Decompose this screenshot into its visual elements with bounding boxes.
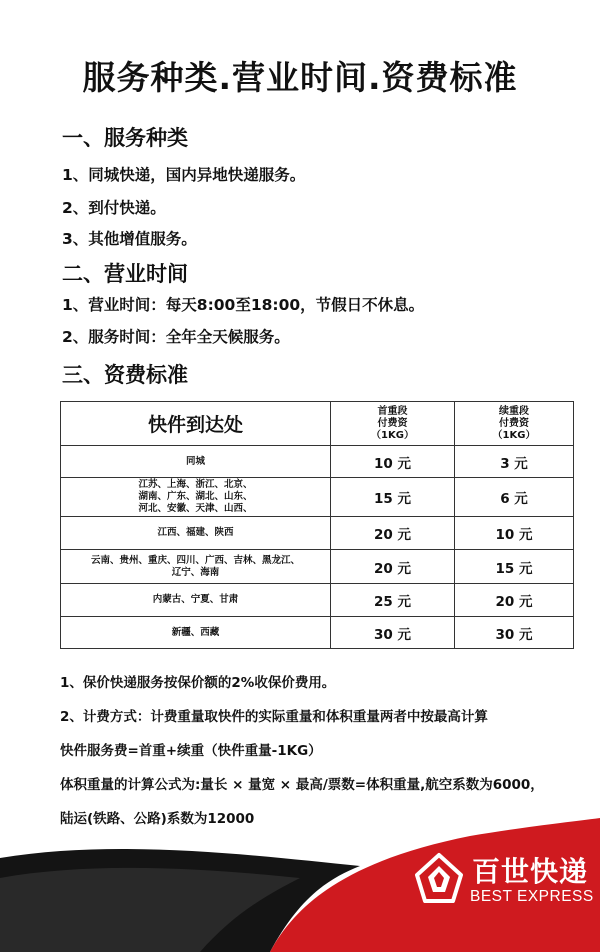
brand-name-chinese: 百世快递 (472, 855, 589, 888)
best-express-logo-icon (413, 852, 465, 904)
table-row (61, 478, 574, 517)
page-title: 服务种类.营业时间.资费标准 (82, 58, 518, 97)
section-heading-services: 一、服务种类 (62, 126, 188, 150)
note-volume-weight: 体积重量的计算公式为:量长 × 量宽 × 最高/票数=体积重量,航空系数为6000， (60, 777, 544, 793)
service-item: 3、其他增值服务。 (62, 230, 197, 248)
first-weight-price: 25 元 (331, 584, 455, 617)
note-billing-method: 2、计费方式：计费重量取快件的实际重量和体积重量两者中按最高计算 (60, 709, 488, 725)
first-weight-price: 20 元 (331, 517, 455, 550)
brand-name-english: BEST EXPRESS (470, 888, 594, 905)
section-heading-hours: 二、营业时间 (62, 262, 188, 286)
extra-weight-price: 15 元 (455, 550, 574, 584)
destination-cell: 江苏、上海、浙江、北京、 湖南、广东、湖北、山东、 河北、安徽、天津、山西、 (61, 478, 331, 517)
first-weight-price: 15 元 (331, 478, 455, 517)
table-header-row (61, 402, 574, 446)
header-extra-weight: 续重段 付费资 （1KG） (455, 402, 574, 446)
service-item: 1、同城快递，国内异地快递服务。 (62, 166, 306, 184)
table-row (61, 584, 574, 617)
extra-weight-price: 3 元 (455, 446, 574, 478)
extra-weight-price: 20 元 (455, 584, 574, 617)
rates-table (60, 401, 574, 649)
extra-weight-price: 30 元 (455, 617, 574, 649)
destination-cell: 内蒙古、宁夏、甘肃 (61, 584, 331, 617)
destination-cell: 新疆、西藏 (61, 617, 331, 649)
header-destination: 快件到达处 (61, 402, 331, 446)
table-row (61, 517, 574, 550)
extra-weight-price: 6 元 (455, 478, 574, 517)
first-weight-price: 20 元 (331, 550, 455, 584)
note-insurance: 1、保价快递服务按保价额的2%收保价费用。 (60, 675, 336, 691)
header-first-weight: 首重段 付费资 （1KG） (331, 402, 455, 446)
table-row (61, 617, 574, 649)
destination-cell: 云南、贵州、重庆、四川、广西、吉林、黑龙江、 辽宁、海南 (61, 550, 331, 584)
first-weight-price: 10 元 (331, 446, 455, 478)
first-weight-price: 30 元 (331, 617, 455, 649)
service-item: 2、到付快递。 (62, 199, 166, 217)
table-row (61, 550, 574, 584)
extra-weight-price: 10 元 (455, 517, 574, 550)
section-heading-rates: 三、资费标准 (62, 363, 188, 387)
hours-item: 2、服务时间：全年全天候服务。 (62, 328, 290, 346)
note-fee-formula: 快件服务费=首重+续重（快件重量-1KG） (60, 743, 322, 759)
destination-cell: 江西、福建、陕西 (61, 517, 331, 550)
hours-item: 1、营业时间：每天8:00至18:00，节假日不休息。 (62, 296, 425, 314)
note-land-coefficient: 陆运(铁路、公路)系数为12000 (60, 811, 255, 827)
destination-cell: 同城 (61, 446, 331, 478)
table-row (61, 446, 574, 478)
